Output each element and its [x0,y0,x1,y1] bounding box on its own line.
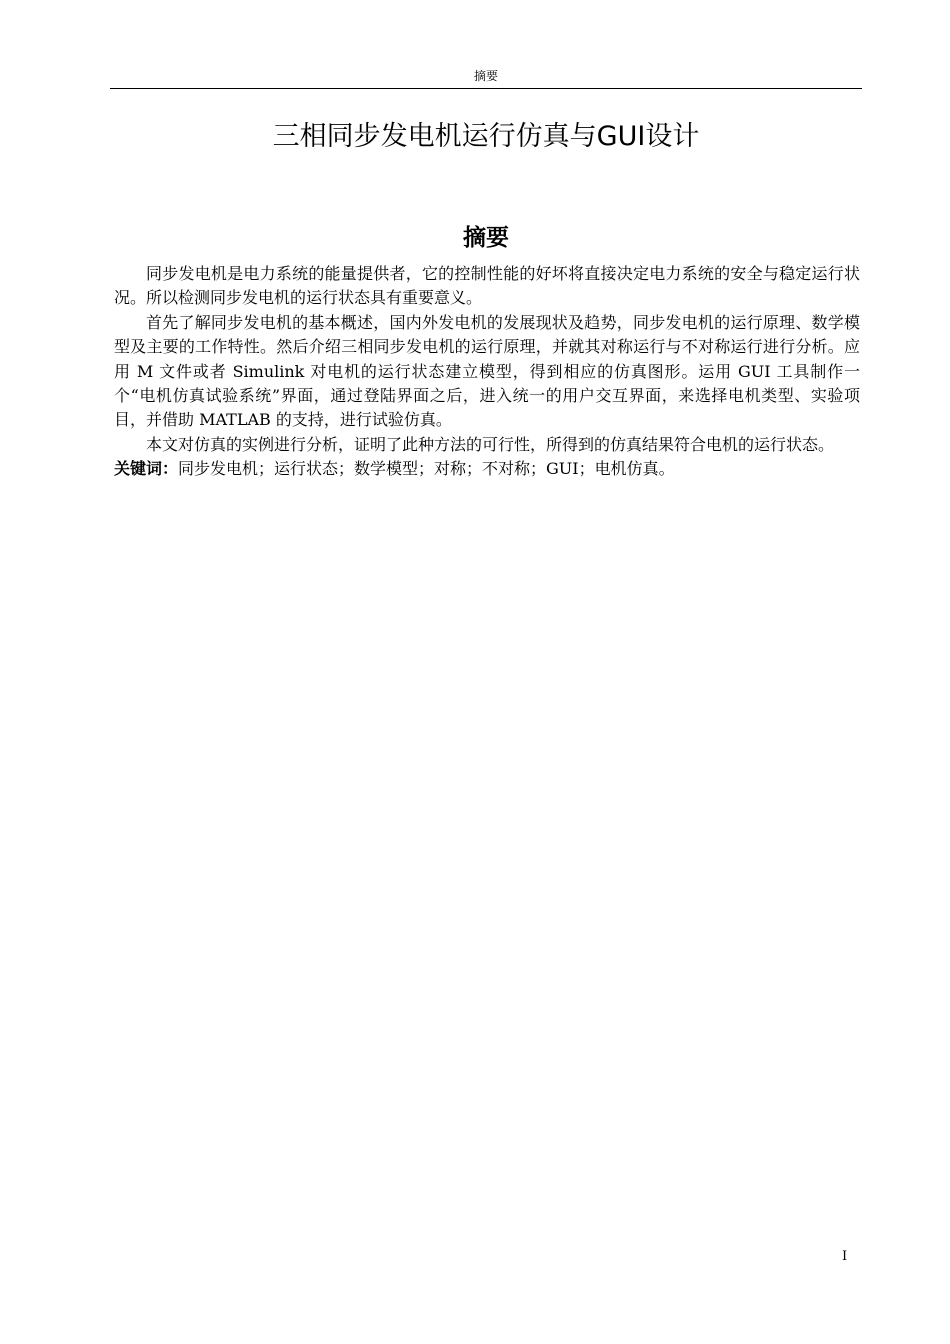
keywords-line [114,457,860,481]
document-title: 三相同步发电机运行仿真与GUI设计 [272,121,700,152]
running-header: 摘要 [473,69,498,83]
keywords-text: 同步发电机；运行状态；数学模型；对称；不对称；GUI；电机仿真。 [178,459,675,479]
abstract-heading: 摘要 [463,225,509,251]
abstract-paragraph-3: 本文对仿真的实例进行分析，证明了此种方法的可行性，所得到的仿真结果符合电机的运行状态。 [146,434,835,454]
abstract-paragraph-2: 首先了解同步发电机的基本概述，国内外发电机的发展现状及趋势，同步发电机的运行原理、数学模型及主要的工作特性。然后介绍三相同步发电机的运行原理，并就其对称运行与不对称运行进行分析。应用 M 文件或者 Simulink 对电机的运行状态建立模型，得到相应的仿真图形。运用 GUI 工具制作一个“电机仿真试验系统”界面，通过登陆界面之后，进入统一的用户交互界面，来选择电机类型、实验项目，并借助 MATLAB 的支持，进行试验仿真。 [114,312,860,430]
keywords-label: 关键词： [114,459,179,479]
header-rule [110,88,862,89]
page-number: I [842,1249,848,1264]
abstract-paragraph-1: 同步发电机是电力系统的能量提供者，它的控制性能的好坏将直接决定电力系统的安全与稳定运行状况。所以检测同步发电机的运行状态具有重要意义。 [114,264,860,308]
abstract-body [114,262,860,482]
